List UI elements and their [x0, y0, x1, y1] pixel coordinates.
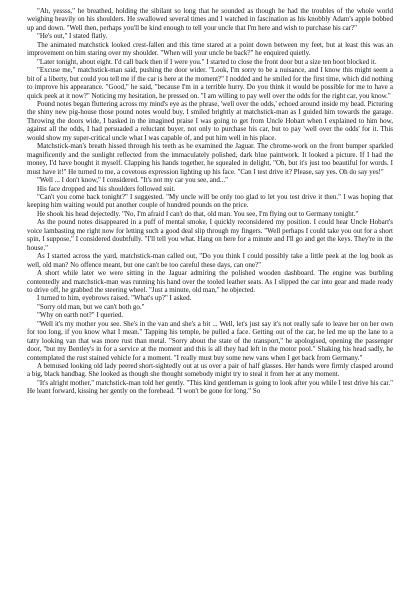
paragraph: "Excuse me," matchstick-man said, pushing the door wider. "Look, I'm sorry to be a nuisance, and I know this might seem a bit of a liberty, but could you tell me if the car is here at the moment?" I nodded and he smiled for the first time, which did nothing to improve his appearance. "Good," he said, "because I'm in a terrible hurry. Do you think it would be possible for me to have a quick peek at it now?" Noticing my hesitation, he pressed on. "I am willing to pay well over the odds for the right car, you know."	[27, 66, 393, 100]
paragraph: "Why on earth not?" I queried.	[37, 311, 124, 320]
paragraph: As I started across the yard, matchstick-man called out, "Do you think I could possibly take a little peek at the log book as well, old man? No offence meant, but one can't be too careful these days, can one?"	[27, 252, 393, 269]
paragraph: "Sorry old man, but we can't both go."	[37, 302, 145, 311]
paragraph: "Later tonight, about eight. I'd call back then if I were you." I started to close the front door but a size ten boot blocked it.	[37, 57, 377, 66]
paragraph: "He's out," I stated flatly.	[37, 32, 108, 41]
document-page	[27, 7, 393, 396]
paragraph: "Well it's my mother you see. She's in the van and she's a bit ... Well, let's just say it's not really safe to leave her on her own for too long, if you know what I mean." Tapping his temple, he pulled a face. Getting out of the car, he led me up the lane to a tatty looking van that was more rust than metal. "Sorry about the state of the transport," he apologised, opening the passenger door, "but my Bentley's in for a service at the moment and this is all they had left in the motor pool." Shaking his head sadly, he contemplated the rust stained vehicle for a moment. "I really must buy some new vans when I get back from Germany."	[27, 319, 393, 362]
paragraph: "Well ... I don't know," I considered. "It's not my car you see, and..."	[37, 176, 229, 185]
paragraph: As the pound notes disappeared in a puff of mental smoke, I quickly reconsidered my position. I could hear Uncle Hobart's voice lambasting me right now for letting such a good deal slip through my fingers. "Well perhaps I could take you out for a short spin, I suppose," I considered doubtfully. "I'll tell you what. Hang on here for a minute and I'll go and get the keys. They're in the house."	[27, 218, 393, 252]
paragraph: The animated matchstick looked crest-fallen and this time stared at a point down between my feet, but at least this was an improvement on him staring over my shoulder. "When will your uncle be back?" he enquired quietly.	[27, 40, 393, 58]
paragraph: A bemused looking old lady peered short-sightedly out at us over a pair of half glasses. Her hands were firmly clasped around a big, black handbag. She looked as though she thought somebody might try to steal it from her at any moment.	[27, 362, 393, 379]
paragraph: "Can't you come back tonight?" I suggested. "My uncle will be only too glad to let you test drive it then." I was hoping that keeping him waiting would put another couple of hundred pounds on the price.	[27, 192, 393, 210]
paragraph: Matchstick-man's breath hissed through his teeth as he examined the Jaguar. The chrome-work on the front bumper sparkled magnificently and the sunlight reflected from the immaculately polished, dark blue paintwork. It looked a picture. If I had the money, I'd have bought it myself. Clapping his hands together, he squealed in delight, "Oh, but it's just too beautiful for words. I must have it!" He turned to me, a covetous expression lighting up his face. "Can I test drive it? Please, say yes. Oh do say yes!"	[27, 142, 393, 176]
paragraph: I turned to him, eyebrows raised. "What's up?" I asked.	[37, 294, 192, 303]
paragraph: His face dropped and his shoulders followed suit.	[37, 184, 176, 193]
paragraph: "Ah, yessss," he breathed, holding the sibilant so long that he sounded as though he had the troubles of the whole world weighing heavily on his shoulders. He swallowed several times and I watched in fascination as his knobbly Adam's apple bobbed up and down. "Well then, perhaps you'll be kind enough to tell your uncle that I'm here and wish to purchase his car?"	[27, 7, 393, 32]
paragraph: "It's alright mother," matchstick-man told her gently. "This kind gentleman is going to look after you while I test drive his car." He leant forward, kissing her gently on the forehead. "I won't be gone for long." So	[27, 378, 393, 396]
paragraph: He shook his head dejectedly. "No, I'm afraid I can't do that, old man. You see, I'm flying out to Germany tonight."	[37, 209, 359, 218]
paragraph: A short while later we were sitting in the Jaguar admiring the polished wooden dashboard. The engine was burbling contentedly and matchstick-man was running his hand over the tooled leather seats. As I slipped the car into gear and made ready to drive off, he grabbed the steering wheel. "Just a minute, old man," he objected.	[27, 269, 393, 294]
paragraph: Pound notes began fluttering across my mind's eye as the phrase, 'well over the odds,' echoed around inside my head. Picturing the shiny new pig-house those pound notes would buy, I smiled brightly at matchstick-man as I guided him towards the garage. Throwing the doors wide, I basked in the imagined praise I was going to get from Uncle Hobart when I explained to him how, against all the odds, I had persuaded a reluctant buyer, not only to purchase his car, but to pay 'well over the odds' for it. This would show my super-critical uncle what I was capable of, and put him well in his place.	[27, 99, 393, 142]
